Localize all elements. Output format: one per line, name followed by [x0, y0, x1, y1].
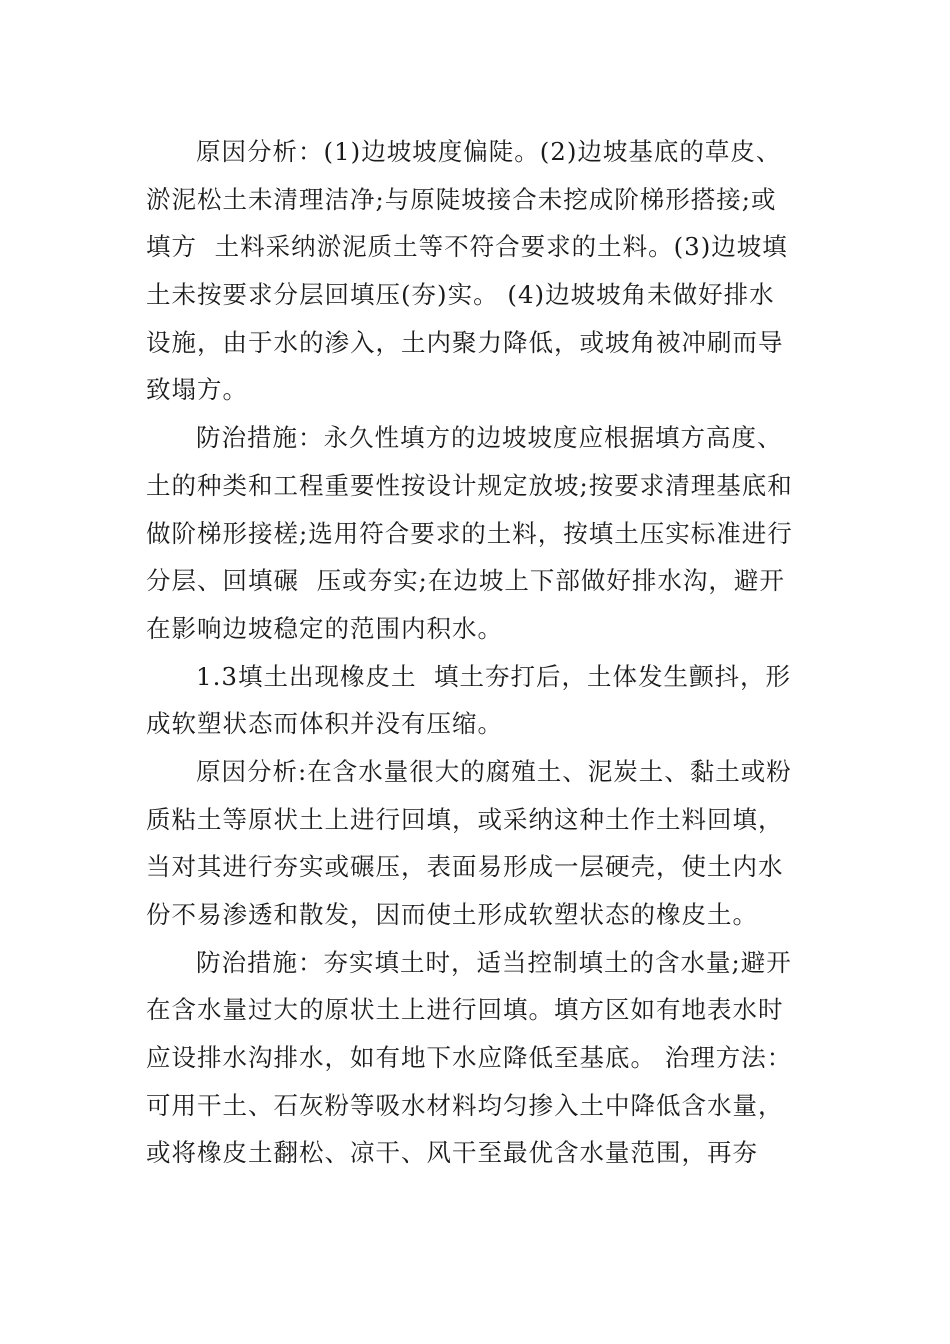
text-line: 填方 土料采纳淤泥质土等不符合要求的土料。(3)边坡填 [146, 232, 788, 262]
paragraph-prevention-1 [146, 414, 811, 652]
text-line: 原因分析:在含水量很大的腐殖土、泥炭土、黏土或粉 [196, 756, 792, 786]
document-body [146, 128, 811, 1177]
text-line: 设施，由于水的渗入，土内聚力降低，或坡角被冲刷而导 [146, 327, 784, 357]
text-line: 防治措施：夯实填土时，适当控制填土的含水量;避开 [196, 947, 792, 977]
text-line: 当对其进行夯实或碾压，表面易形成一层硬壳，使土内水 [146, 852, 784, 882]
text-line: 土的种类和工程重要性按设计规定放坡;按要求清理基底和 [146, 470, 793, 500]
paragraph-section-1-3 [146, 653, 811, 748]
section-heading-line: 1.3填土出现橡皮土 填土夯打后，土体发生颤抖，形 [196, 661, 792, 691]
text-line: 可用干土、石灰粉等吸水材料均匀掺入土中降低含水量， [146, 1090, 784, 1120]
text-line: 做阶梯形接槎;选用符合要求的土料，按填土压实标准进行 [146, 518, 793, 548]
text-line: 成软塑状态而体积并没有压缩。 [146, 709, 503, 739]
paragraph-cause-analysis-2 [146, 748, 811, 939]
text-line: 致塌方。 [146, 375, 248, 405]
text-line: 份不易渗透和散发，因而使土形成软塑状态的橡皮土。 [146, 900, 758, 929]
text-line: 防治措施：永久性填方的边坡坡度应根据填方高度、 [196, 423, 783, 453]
text-line: 在影响边坡稳定的范围内积水。 [146, 613, 503, 643]
text-line: 分层、回填碾 压或夯实;在边坡上下部做好排水沟，避开 [146, 566, 785, 596]
paragraph-prevention-2 [146, 939, 811, 1177]
paragraph-cause-analysis-1 [146, 128, 811, 414]
text-line: 原因分析：(1)边坡坡度偏陡。(2)边坡基底的草皮、 [196, 137, 782, 166]
text-line: 或将橡皮土翻松、凉干、风干至最优含水量范围，再夯 [146, 1138, 758, 1168]
text-line: 土未按要求分层回填压(夯)实。 (4)边坡坡角未做好排水 [146, 280, 775, 310]
text-line: 在含水量过大的原状土上进行回填。填方区如有地表水时 [146, 995, 784, 1025]
text-line: 淤泥松土未清理洁净;与原陡坡接合未挖成阶梯形搭接;或 [146, 184, 777, 214]
text-line: 质粘土等原状土上进行回填，或采纳这种土作土料回填， [146, 804, 784, 834]
text-line: 应设排水沟排水，如有地下水应降低至基底。 治理方法： [146, 1043, 793, 1073]
